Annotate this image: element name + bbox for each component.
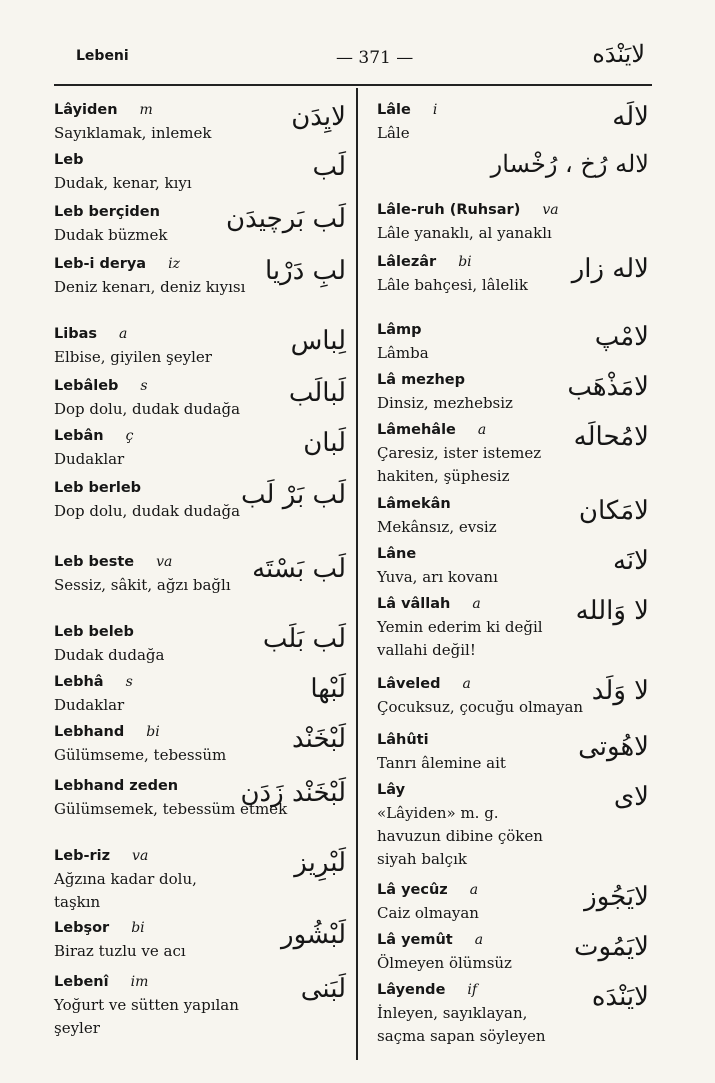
- entry-definition: Gülümseme, tebessüm: [54, 746, 227, 764]
- arabic-script-headword: لاى: [613, 782, 649, 812]
- column-divider: [356, 88, 358, 1060]
- running-head-right: لايَنْدَه: [592, 40, 645, 68]
- dictionary-entry: [54, 374, 346, 421]
- dictionary-entry: [54, 970, 346, 1040]
- dictionary-entry: [377, 728, 649, 775]
- arabic-script-headword: لَب بَسْتَه: [252, 554, 346, 584]
- arabic-script-headword: لالَه: [612, 102, 649, 132]
- grammar-tag: m: [139, 102, 153, 118]
- headword-text: Lebşor: [54, 920, 110, 936]
- arabic-script-headword: لايِدَن: [291, 102, 346, 132]
- arabic-script-headword: لبِ دَرْيا: [264, 256, 346, 286]
- arabic-script-headword: لَبَنى: [300, 974, 346, 1004]
- entry-definition: Çaresiz, ister istemez: [377, 444, 542, 462]
- headword-text: Libas: [54, 326, 98, 342]
- entry-headword: [54, 670, 346, 694]
- dictionary-entry: [54, 670, 346, 717]
- grammar-tag: bi: [458, 254, 472, 270]
- grammar-tag: bi: [146, 724, 160, 740]
- dictionary-entry: [54, 98, 346, 145]
- entry-definition: Ağzına kadar dolu,: [54, 870, 197, 888]
- entry-headword: [377, 542, 649, 566]
- entry-definition: «Lâyiden» m. g.: [377, 804, 499, 822]
- headword-text: Leb-i derya: [54, 256, 147, 272]
- headword-text: Lây: [377, 782, 406, 798]
- grammar-tag: s: [140, 378, 148, 394]
- entry-definition: Elbise, giyilen şeyler: [54, 348, 212, 366]
- arabic-script-headword: لَبان: [303, 428, 346, 458]
- dictionary-entry: [54, 550, 346, 597]
- entry-definition: Caiz olmayan: [377, 904, 479, 922]
- entry-definition: Dudaklar: [54, 696, 125, 714]
- headword-text: Lâlezâr: [377, 254, 437, 270]
- entry-definition: vallahi değil!: [377, 641, 476, 659]
- dictionary-entry: [54, 148, 346, 195]
- arabic-script-headword: لَبالَب: [288, 378, 346, 408]
- entry-definition: Tanrı âlemine ait: [377, 754, 506, 772]
- grammar-tag: a: [472, 596, 481, 612]
- entry-definition: taşkın: [54, 893, 101, 911]
- arabic-script-headword: لَبْخَنْد زَدَن: [240, 778, 346, 808]
- grammar-tag: if: [467, 982, 478, 998]
- arabic-script-headword: لَب بَرْ لَب: [240, 480, 346, 510]
- arabic-script-headword: لامْپ: [594, 322, 649, 352]
- headword-text: Lâ mezhep: [377, 372, 465, 388]
- grammar-tag: iz: [168, 256, 180, 272]
- headword-text: Lebhand zeden: [54, 778, 179, 794]
- dictionary-entry: [54, 424, 346, 471]
- grammar-tag: s: [125, 674, 133, 690]
- grammar-tag: bi: [131, 920, 145, 936]
- entry-definition: İnleyen, sayıklayan,: [377, 1004, 528, 1022]
- grammar-tag: a: [469, 882, 479, 898]
- grammar-tag: im: [130, 974, 149, 990]
- grammar-tag: va: [542, 202, 559, 218]
- headword-text: Leb beleb: [54, 624, 134, 640]
- dictionary-entry: [377, 672, 649, 719]
- dictionary-entry: [377, 198, 649, 245]
- entry-headword: [54, 424, 346, 448]
- grammar-tag: a: [474, 932, 484, 948]
- entry-definition: Yoğurt ve sütten yapılan: [54, 996, 239, 1014]
- entry-definition: Dudaklar: [54, 450, 125, 468]
- dictionary-entry: [54, 844, 346, 914]
- headword-text: Lâle-ruh (Ruhsar): [377, 202, 521, 218]
- headword-text: Lâmp: [377, 322, 422, 338]
- dictionary-entry: [54, 720, 346, 767]
- arabic-script-headword: لا وَلَد: [591, 676, 649, 706]
- dictionary-entry: [377, 250, 649, 297]
- arabic-script-headword: لامَكان: [578, 496, 649, 526]
- headword-text: Leb beste: [54, 554, 135, 570]
- entry-definition: Dudak, kenar, kıyı: [54, 174, 192, 192]
- entry-definition: Lâle: [377, 124, 410, 142]
- dictionary-entry: [54, 620, 346, 667]
- dictionary-entry: [377, 146, 649, 182]
- arabic-script-headword: لَبْشُور: [281, 920, 346, 950]
- arabic-script-headword: لامَذْهَب: [567, 372, 649, 402]
- arabic-script-headword: لانَه: [612, 546, 649, 576]
- entry-headword: [54, 148, 346, 172]
- dictionary-entry: [377, 318, 649, 365]
- entry-definition: Yemin ederim ki değil: [377, 618, 543, 636]
- dictionary-entry: [377, 492, 649, 539]
- entry-definition: Dudak büzmek: [54, 226, 168, 244]
- entry-definition: Deniz kenarı, deniz kıyısı: [54, 278, 246, 296]
- headword-text: Lâmekân: [377, 496, 451, 512]
- headword-text: Lâyiden: [54, 102, 118, 118]
- dictionary-entry: [54, 322, 346, 369]
- arabic-script-headword: لاله زار: [571, 254, 649, 284]
- grammar-tag: i: [432, 102, 438, 118]
- arabic-script-headword: لَب: [312, 152, 346, 182]
- dictionary-entry: [377, 542, 649, 589]
- arabic-script-headword: لايَنْدَه: [591, 982, 649, 1012]
- entry-definition: Sessiz, sâkit, ağzı bağlı: [54, 576, 231, 594]
- entry-definition: Ölmeyen ölümsüz: [377, 954, 512, 972]
- entry-definition: Lâle bahçesi, lâlelik: [377, 276, 528, 294]
- entry-definition: Çocuksuz, çocuğu olmayan: [377, 698, 584, 716]
- entry-definition: Lâle yanaklı, al yanaklı: [377, 224, 552, 242]
- dictionary-entry: [377, 778, 649, 871]
- entry-definition: Dudak dudağa: [54, 646, 165, 664]
- arabic-script-headword: لَب بَرچيدَن: [226, 204, 346, 234]
- arabic-script-headword: لَبْها: [310, 674, 346, 704]
- headword-text: Lâyende: [377, 982, 446, 998]
- page-number: — 371 —: [336, 48, 414, 68]
- dictionary-entry: [377, 978, 649, 1048]
- grammar-tag: a: [462, 676, 471, 692]
- entry-definition: Biraz tuzlu ve acı: [54, 942, 186, 960]
- headword-text: Lâle: [377, 102, 411, 118]
- headword-text: Leb berçiden: [54, 204, 160, 220]
- headword-text: Lebhand: [54, 724, 125, 740]
- dictionary-entry: [377, 368, 649, 415]
- arabic-script-headword: لِباس: [290, 326, 346, 356]
- entry-definition: şeyler: [54, 1019, 100, 1037]
- entry-definition: Dop dolu, dudak dudağa: [54, 502, 241, 520]
- headword-text: Leb-riz: [54, 848, 111, 864]
- headword-text: Lâne: [377, 546, 417, 562]
- arabic-script-headword: لامُحالَه: [573, 422, 649, 452]
- arabic-script-headword: لايَمُوت: [573, 932, 649, 962]
- headword-text: Lebâleb: [54, 378, 119, 394]
- arabic-script-headword: لا وَالله: [575, 596, 649, 626]
- entry-definition: Mekânsız, evsiz: [377, 518, 497, 536]
- headword-text: Lâ vâllah: [377, 596, 451, 612]
- arabic-script-headword: لاهُوتى: [578, 732, 649, 762]
- entry-definition: Gülümsemek, tebessüm etmek: [54, 800, 288, 818]
- headword-text: Leb berleb: [54, 480, 142, 496]
- arabic-script-headword: لَب بَلَب: [262, 624, 346, 654]
- grammar-tag: va: [132, 848, 149, 864]
- entry-definition: Dop dolu, dudak dudağa: [54, 400, 241, 418]
- dictionary-entry: [377, 98, 649, 145]
- entry-headword: [377, 98, 649, 122]
- headword-text: Lebhâ: [54, 674, 104, 690]
- entry-definition: Sayıklamak, inlemek: [54, 124, 212, 142]
- running-head-left: Lebeni: [76, 48, 129, 64]
- entry-headword: [377, 198, 649, 222]
- arabic-script-headword: لايَجُوز: [584, 882, 649, 912]
- headword-text: Lâveled: [377, 676, 441, 692]
- dictionary-entry: [54, 774, 346, 821]
- headword-text: Lebân: [54, 428, 104, 444]
- dictionary-entry: [54, 476, 346, 523]
- grammar-tag: a: [477, 422, 487, 438]
- entry-headword: [377, 778, 649, 802]
- entry-definition: havuzun dibine çöken: [377, 827, 543, 845]
- entry-definition: Yuva, arı kovanı: [377, 568, 498, 586]
- entry-definition: hakiten, şüphesiz: [377, 467, 510, 485]
- headword-text: Lâmehâle: [377, 422, 456, 438]
- dictionary-entry: [377, 418, 649, 488]
- entry-definition: Lâmba: [377, 344, 429, 362]
- arabic-script-headword: لَبْخَنْد: [291, 724, 346, 754]
- headword-text: Lâ yecûz: [377, 882, 448, 898]
- dictionary-entry: [54, 916, 346, 963]
- entry-definition: siyah balçık: [377, 850, 467, 868]
- arabic-compound-line: لاله رُخ ، رُخْسار: [490, 150, 649, 178]
- entry-definition: Dinsiz, mezhebsiz: [377, 394, 513, 412]
- headword-text: Lâ yemût: [377, 932, 453, 948]
- arabic-script-headword: لَبْرِيز: [294, 848, 346, 878]
- grammar-tag: a: [119, 326, 128, 342]
- dictionary-entry: [54, 252, 346, 299]
- dictionary-entry: [54, 200, 346, 247]
- dictionary-entry: [377, 928, 649, 975]
- grammar-tag: ç: [125, 428, 134, 444]
- entry-definition: saçma sapan söyleyen: [377, 1027, 546, 1045]
- headword-text: Lebenî: [54, 974, 109, 990]
- grammar-tag: va: [156, 554, 173, 570]
- dictionary-entry: [377, 592, 649, 662]
- dictionary-entry: [377, 878, 649, 925]
- headword-text: Leb: [54, 152, 84, 168]
- header-rule: [54, 84, 652, 86]
- headword-text: Lâhûti: [377, 732, 429, 748]
